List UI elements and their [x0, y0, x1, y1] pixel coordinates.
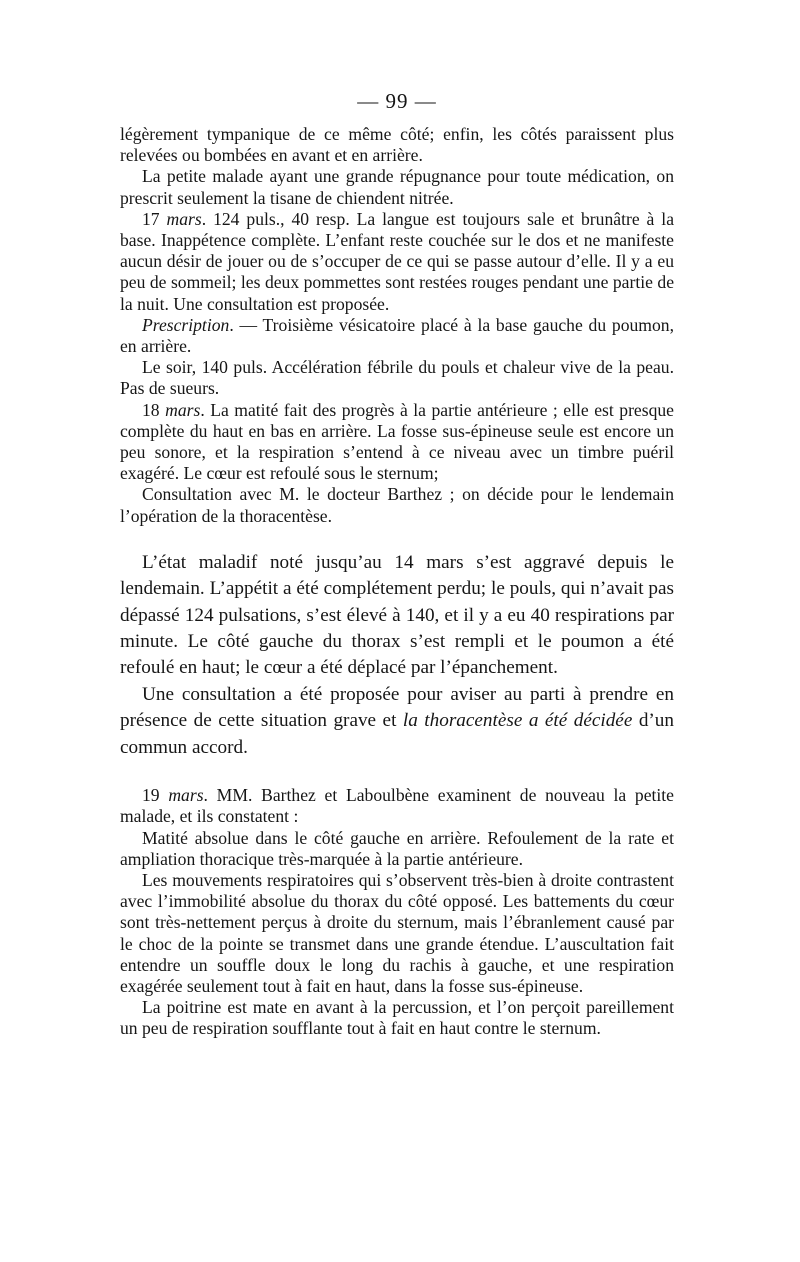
paragraph: Les mouvements respiratoires qui s’observent très-bien à droite contrastent avec l’immobilité absolue du thorax du côté opposé. Les battements du cœur sont très-nettement perçus à droite du sternum, mais l’ébranlement causé par le choc de la pointe se transmet dans une grande étendue. L’auscultation fait entendre un souffle doux le long du rachis à gauche, et une respiration exagérée seulement tout à fait en haut, dans la fosse sus-épineuse. [120, 869, 674, 996]
observation-notes-bottom [120, 785, 674, 1039]
book-page [120, 88, 674, 1040]
paragraph: La poitrine est mate en avant à la percussion, et l’on perçoit pareillement un peu de respiration soufflante tout à fait en haut contre le sternum. [120, 997, 674, 1039]
date-italic: mars [166, 208, 202, 229]
paragraph: Matité absolue dans le côté gauche en arrière. Refoulement de la rate et ampliation thoracique très-marquée à la partie antérieure. [120, 827, 674, 869]
date-italic: mars [165, 399, 201, 420]
paragraph: 17 mars. 124 puls., 40 resp. La langue est toujours sale et brunâtre à la base. Inappétence complète. L’enfant reste couchée sur le dos et ne manifeste aucun désir de jouer ou de s’occuper de ce qui se passe autour d’elle. Il y a eu peu de sommeil; les deux pommettes sont restées rouges pendant une partie de la nuit. Une consultation est proposée. [120, 208, 675, 314]
paragraph: Une consultation a été proposée pour aviser au parti à prendre en présence de cette situation grave et la thoracentèse a été décidée d’un commun accord. [120, 683, 674, 758]
paragraph: Le soir, 140 puls. Accélération fébrile du pouls et chaleur vive de la peau. Pas de sueurs. [120, 357, 674, 399]
paragraph: 18 mars. La matité fait des progrès à la partie antérieure ; elle est presque complète du haut en bas en arrière. La fosse sus-épineuse seule est encore un peu sonore, et la respiration s’entend à ce niveau avec un timbre puéril exagéré. Le cœur est refoulé sous le sternum; [120, 399, 674, 484]
paragraph: La petite malade ayant une grande répugnance pour toute médication, on prescrit seulement la tisane de chiendent nitrée. [120, 166, 674, 208]
paragraph: légèrement tympanique de ce même côté; enfin, les côtés paraissent plus relevées ou bombées en avant et en arrière. [120, 124, 674, 166]
paragraph: 19 mars. MM. Barthez et Laboulbène examinent de nouveau la petite malade, et ils constatent : [120, 785, 674, 827]
decision-italic: la thoracentèse a été décidée [402, 710, 633, 732]
paragraph: L’état maladif noté jusqu’au 14 mars s’est aggravé depuis le lendemain. L’appétit a été complétement perdu; le pouls, qui n’avait pas dépassé 124 pulsations, s’est élevé à 140, et il y a eu 40 respirations par minute. Le côté gauche du thorax s’est rempli et le poumon a été refoulé en haut; le cœur a été déplacé par l’épanchement. [120, 551, 674, 679]
date-italic: mars [168, 785, 204, 806]
observation-notes-top [120, 124, 674, 527]
paragraph: Prescription. — Troisième vésicatoire placé à la base gauche du poumon, en arrière. [120, 314, 674, 357]
paragraph: Consultation avec M. le docteur Barthez ; on décide pour le lendemain l’opération de la thoracentèse. [120, 484, 674, 526]
summary-section [120, 550, 674, 761]
prescription-label: Prescription [142, 314, 230, 335]
page-number: — 99 — [357, 89, 437, 113]
